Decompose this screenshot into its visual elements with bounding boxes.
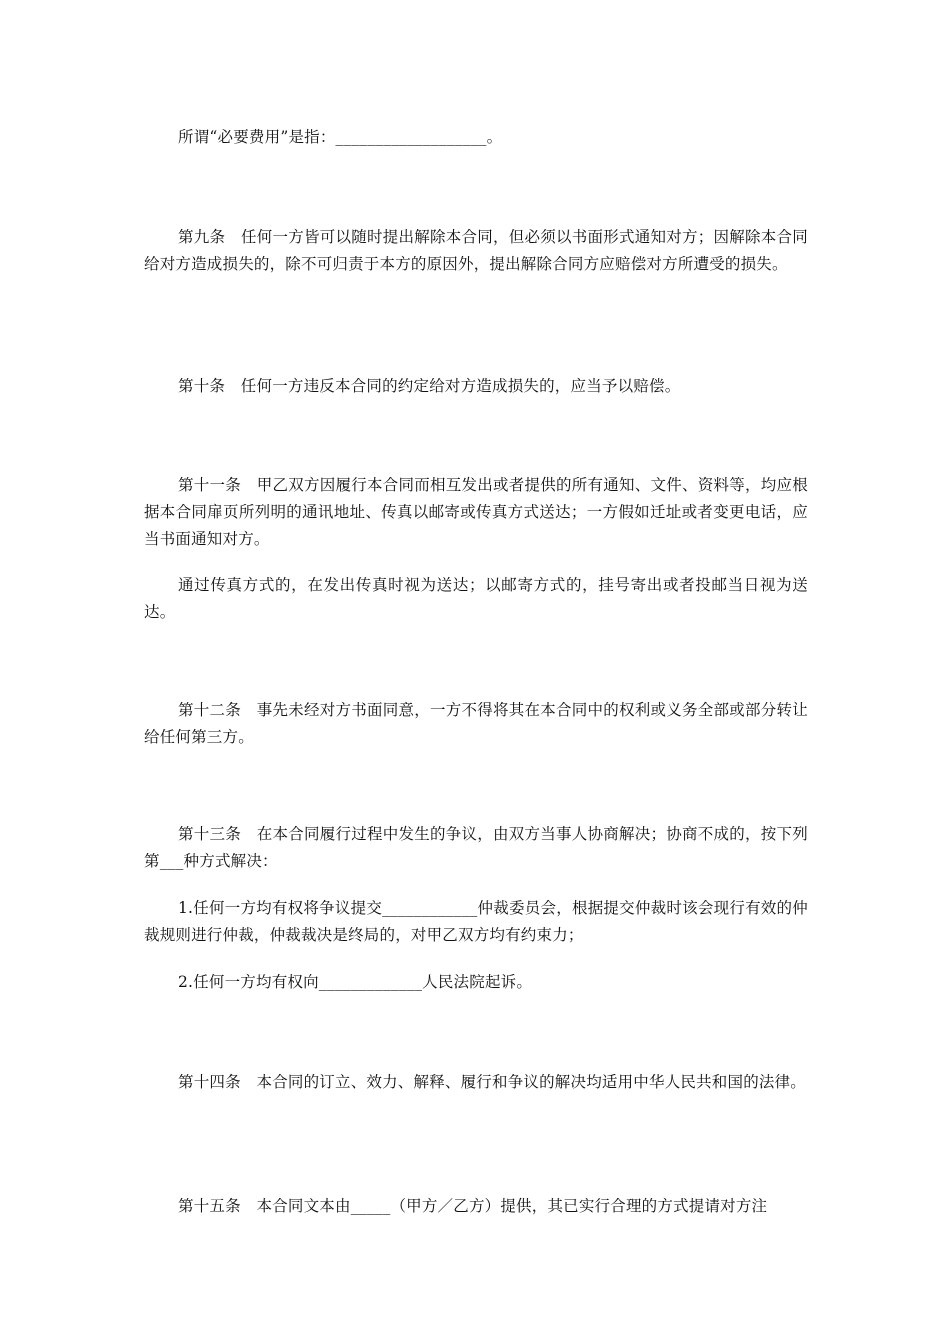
article-9-paragraph: 第九条 任何一方皆可以随时提出解除本合同，但必须以书面形式通知对方；因解除本合同给对方造成损失的，除不可归责于本方的原因外，提出解除合同方应赔偿对方所遭受的损失。	[144, 228, 808, 273]
article-10-paragraph: 第十条 任何一方违反本合同的约定给对方造成损失的，应当予以赔偿。	[178, 377, 681, 395]
article-13-paragraph: 第十三条 在本合同履行过程中发生的争议，由双方当事人协商解决；协商不成的，按下列第___种方式解决：	[144, 825, 808, 870]
article-11-paragraph: 第十一条 甲乙双方因履行本合同而相互发出或者提供的所有通知、文件、资料等，均应根据本合同扉页所列明的通讯地址、传真以邮寄或传真方式送达；一方假如迁址或者变更电话，应当书面通知对方。	[144, 476, 808, 548]
article-14-paragraph: 第十四条 本合同的订立、效力、解释、履行和争议的解决均适用中华人民共和国的法律。	[178, 1073, 807, 1091]
article-11-fax-mail-paragraph: 通过传真方式的，在发出传真时视为送达；以邮寄方式的，挂号寄出或者投邮当日视为送达。	[144, 576, 808, 621]
article-13-option-2: 2.任何一方均有权向_____________人民法院起诉。	[178, 973, 533, 991]
article-15-paragraph: 第十五条 本合同文本由_____（甲方／乙方）提供，其已实行合理的方式提请对方注	[178, 1197, 768, 1215]
article-12-paragraph: 第十二条 事先未经对方书面同意，一方不得将其在本合同中的权利或义务全部或部分转让给任何第三方。	[144, 701, 808, 746]
article-13-option-1: 1.任何一方均有权将争议提交____________仲裁委员会，根据提交仲裁时该会现行有效的仲裁规则进行仲裁，仲裁裁决是终局的，对甲乙双方均有约束力；	[144, 899, 808, 944]
paragraph-necessary-expenses: 所谓“必要费用”是指：___________________。	[178, 128, 503, 146]
